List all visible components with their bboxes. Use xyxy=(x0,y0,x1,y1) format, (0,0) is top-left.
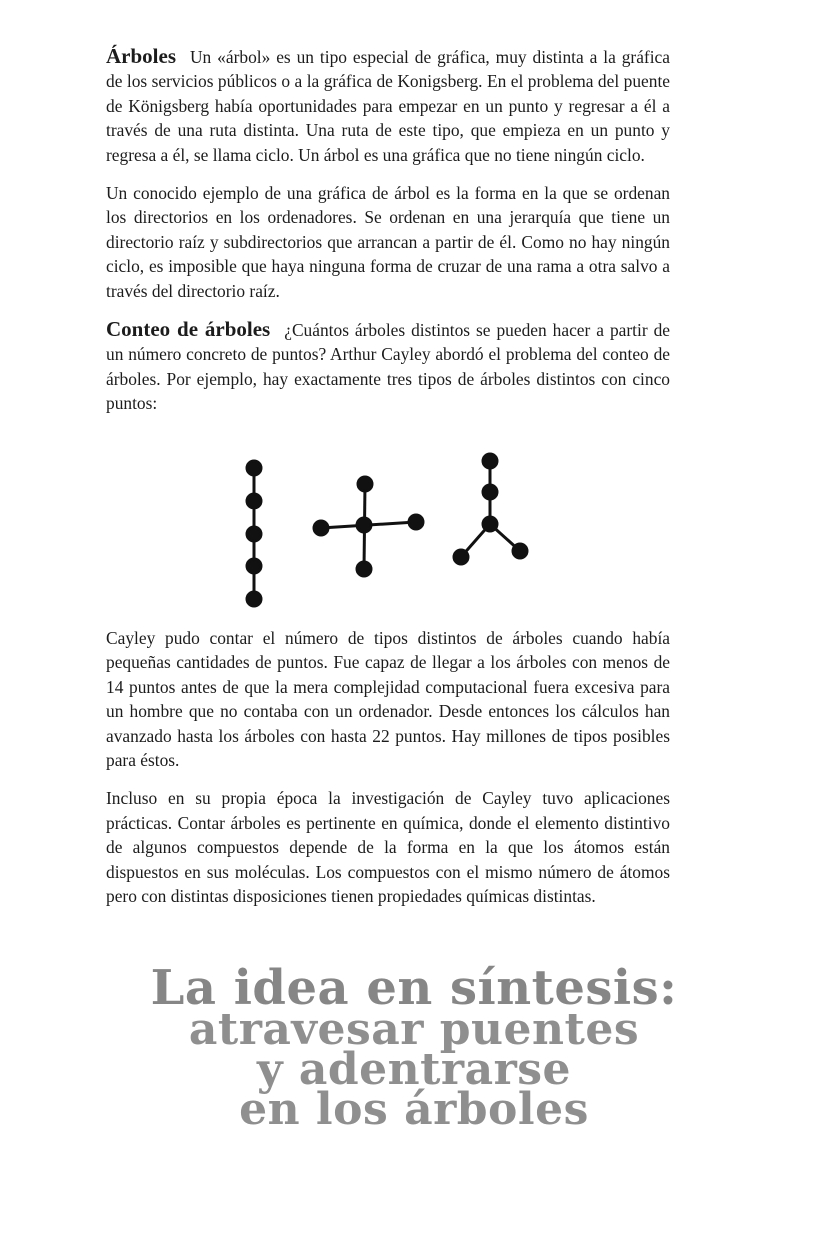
synthesis-title xyxy=(0,960,828,1135)
synthesis-line-1: La idea en síntesis: xyxy=(150,960,678,1016)
paragraph-quimica: Incluso en su propia época la investigación de Cayley tuvo aplicaciones prácticas. Contar árboles es pertinente en química, donde el elemento distintivo de algunos compuestos depende de la forma en la que los átomos están dispuestos en sus moléculas. Los compuestos con el mismo número de átomos pero con distintas disposiciones tienen propiedades químicas distintas. xyxy=(106,788,670,907)
paragraph-directorios: Un conocido ejemplo de una gráfica de árbol es la forma en la que se ordenan los directorios en los ordenadores. Se ordenan en una jerarquía que tiene un directorio raíz y subdirectorios que arrancan a partir de él. Como no hay ningún ciclo, es imposible que haya ninguna forma de cruzar de una rama a otra salvo a través del directorio raíz. xyxy=(106,183,670,301)
page-body-lower xyxy=(106,626,670,908)
section-heading-conteo: Conteo de árboles xyxy=(106,317,271,342)
synthesis-line-3: y adentrarse xyxy=(256,1044,572,1095)
tree-path xyxy=(247,461,261,606)
tree-cross xyxy=(314,477,423,576)
paragraph-cayley: Cayley pudo contar el número de tipos distintos de árboles cuando había pequeñas cantidades de puntos. Fue capaz de llegar a los árboles con menos de 14 puntos antes de que la mera complejidad computacional fuera excesiva para un hombre que no contaba con un ordenador. Desde entonces los cálculos han avanzado hasta los árboles con hasta 22 puntos. Hay millones de tipos posibles para éstos. xyxy=(106,628,670,771)
paragraph-conteo-text: ¿Cuántos árboles distintos se pueden hacer a partir de un número concreto de puntos? Arthur Cayley abordó el problema del conteo de árboles. Por ejemplo, hay exactamente tres tipos de árboles distintos con cinco puntos: xyxy=(106,320,670,414)
section-heading-arboles: Árboles xyxy=(106,44,176,68)
synthesis-line-2: atravesar puentes xyxy=(188,1004,640,1055)
tree-fork xyxy=(454,454,527,564)
paragraph-arboles-text: Un «árbol» es un tipo especial de gráfica, muy distinta a la gráfica de los servicios públicos o a la gráfica de Konigsberg. En el problema del puente de Königsberg había oportunidades para empezar en un punto y regresar a él a través de una ruta distinta. Una ruta de este tipo, que empieza en un punto y regresa a él, se llama ciclo. Un árbol es una gráfica que no tiene ningún ciclo. xyxy=(106,47,670,165)
synthesis-line-4: en los árboles xyxy=(239,1084,589,1135)
